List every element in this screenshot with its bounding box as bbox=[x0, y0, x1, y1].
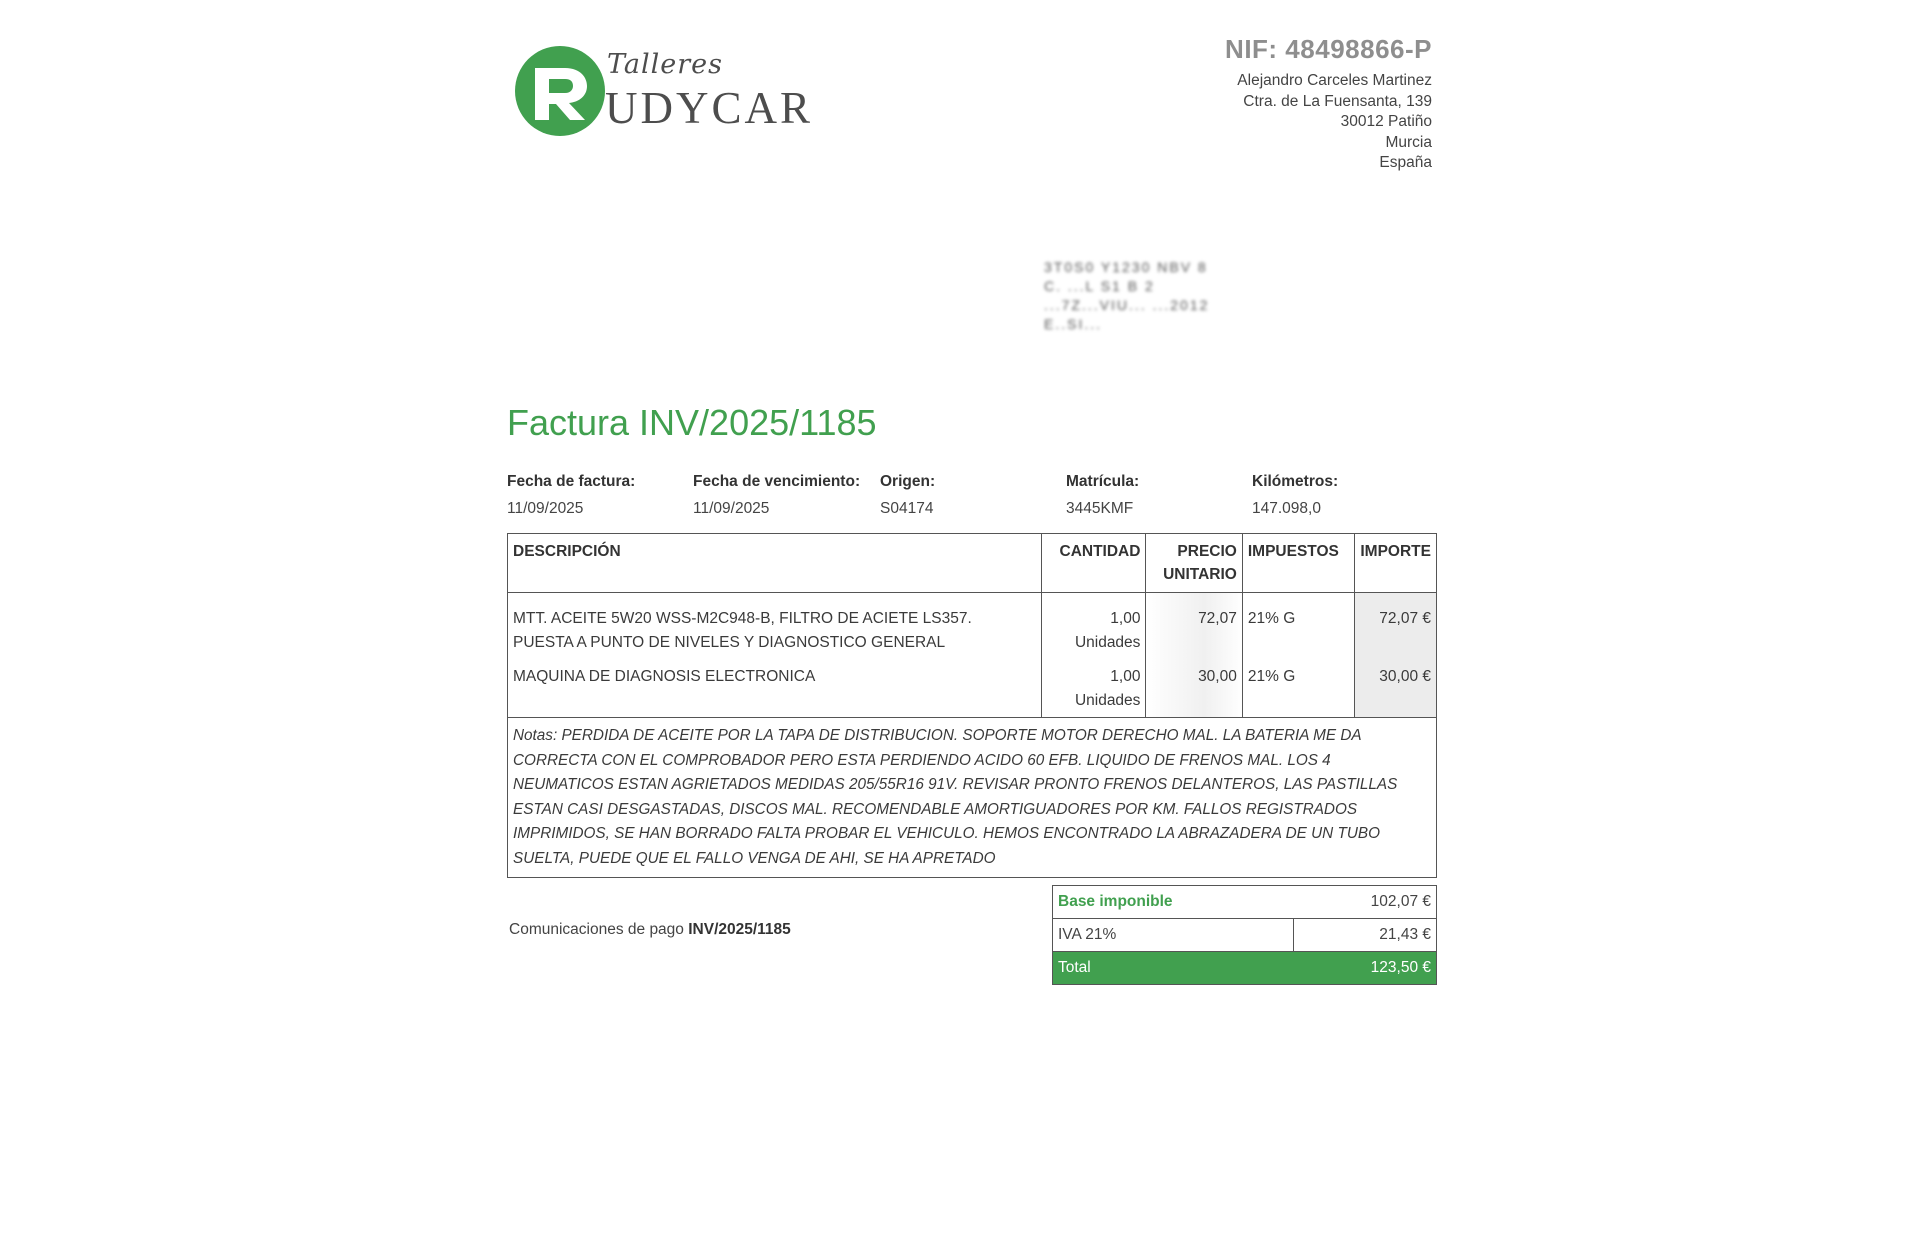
meta-label: Matrícula: bbox=[1066, 473, 1140, 490]
row-unit-price: 30,00 bbox=[1146, 661, 1242, 718]
header-quantity: CANTIDAD bbox=[1042, 534, 1146, 593]
header-unit-price bbox=[1146, 534, 1242, 593]
row-amount: 30,00 € bbox=[1355, 661, 1437, 718]
row-description bbox=[508, 593, 1042, 662]
row-description-line: MAQUINA DE DIAGNOSIS ELECTRONICA bbox=[513, 668, 816, 685]
row-amount: 72,07 € bbox=[1355, 593, 1437, 662]
notes-label: Notas: bbox=[513, 727, 558, 744]
meta-value: S04174 bbox=[880, 500, 934, 517]
row-unit-price: 72,07 bbox=[1146, 593, 1242, 662]
meta-value: 11/09/2025 bbox=[507, 500, 584, 517]
meta-kilometers bbox=[1252, 473, 1338, 518]
row-qty-value: 1,00 bbox=[1110, 668, 1141, 685]
row-description-line: MTT. ACEITE 5W20 WSS-M2C948-B, FILTRO DE ACIETE LS357. bbox=[513, 610, 972, 627]
customer-address-line: 3T0S0 Y1230 NBV 8 bbox=[1044, 259, 1208, 275]
header-taxes: IMPUESTOS bbox=[1242, 534, 1355, 593]
row-qty-unit: Unidades bbox=[1074, 692, 1141, 709]
header-description: DESCRIPCIÓN bbox=[508, 534, 1042, 593]
customer-address-line: ...7Z...VIU... ...2012 bbox=[1044, 297, 1210, 313]
meta-label: Fecha de vencimiento: bbox=[693, 473, 861, 490]
company-country: España bbox=[1379, 154, 1432, 171]
meta-plate bbox=[1066, 473, 1139, 518]
base-value: 102,07 € bbox=[1294, 886, 1437, 919]
payment-reference bbox=[509, 921, 791, 939]
meta-label: Fecha de factura: bbox=[507, 473, 636, 490]
company-logo bbox=[515, 44, 825, 144]
table-row bbox=[508, 593, 1437, 662]
base-label: Base imponible bbox=[1053, 886, 1294, 919]
payment-label: Comunicaciones de pago bbox=[509, 921, 684, 938]
row-quantity bbox=[1042, 593, 1146, 662]
meta-invoice-date bbox=[507, 473, 635, 518]
notes-text: PERDIDA DE ACEITE POR LA TAPA DE DISTRIBUCION. SOPORTE MOTOR DERECHO MAL. LA BATERIA ME DA CORRECTA CON EL COMPROBADOR PERO ESTA PERDIENDO ACIDO 60 EFB. LIQUIDO DE FRENOS MAL. LOS 4 NEUMATICOS ESTAN AGRIETADOS MEDIDAS 205/55R16 91V. REVISAR PRONTO FRENOS DELANTEROS, LAS PASTILLAS ESTAN CASI DESGASTADAS, DISCOS MAL. RECOMENDABLE AMORTIGUADORES POR KM. FALLOS REGISTRADOS IMPRIMIDOS, SE HAN BORRADO FALTA PROBAR EL VEHICULO. HEMOS ENCONTRADO LA ABRAZADERA DE UN TUBO SUELTA, PUEDE QUE EL FALLO VENGA DE AHI, SE HA APRETADO bbox=[513, 727, 1398, 867]
total-label: Total bbox=[1053, 952, 1294, 985]
header-amount: IMPORTE bbox=[1355, 534, 1437, 593]
logo-script-text: Talleres bbox=[607, 49, 723, 80]
header-price-line2: UNITARIO bbox=[1163, 566, 1237, 583]
logo-wordmark: UDYCAR bbox=[605, 83, 814, 133]
customer-address-line: C. ...L S1 B 2 bbox=[1044, 278, 1155, 294]
meta-origin bbox=[880, 473, 935, 518]
meta-label: Kilómetros: bbox=[1252, 473, 1339, 490]
row-qty-value: 1,00 bbox=[1110, 610, 1141, 627]
table-header-row bbox=[508, 534, 1437, 593]
company-city: 30012 Patiño bbox=[1340, 113, 1432, 130]
customer-address-redacted bbox=[1044, 258, 1244, 344]
totals-row-iva bbox=[1053, 919, 1437, 952]
row-description-line: PUESTA A PUNTO DE NIVELES Y DIAGNOSTICO GENERAL bbox=[513, 634, 946, 651]
row-tax: 21% G bbox=[1242, 661, 1355, 718]
table-row bbox=[508, 661, 1437, 718]
totals-row-total bbox=[1053, 952, 1437, 985]
invoice-title: Factura INV/2025/1185 bbox=[507, 402, 877, 443]
meta-value: 3445KMF bbox=[1066, 500, 1134, 517]
row-qty-unit: Unidades bbox=[1074, 634, 1141, 651]
row-description bbox=[508, 661, 1042, 718]
iva-label: IVA 21% bbox=[1053, 919, 1294, 952]
meta-due-date bbox=[693, 473, 860, 518]
logo-r-icon bbox=[515, 46, 605, 136]
header-price-line1: PRECIO bbox=[1177, 543, 1237, 560]
meta-label: Origen: bbox=[880, 473, 936, 490]
totals-table bbox=[1052, 885, 1437, 985]
company-nif: NIF: 48498866-P bbox=[1225, 34, 1432, 64]
total-value: 123,50 € bbox=[1294, 952, 1437, 985]
meta-value: 147.098,0 bbox=[1252, 500, 1321, 517]
company-info bbox=[1012, 34, 1432, 174]
totals-row-base bbox=[1053, 886, 1437, 919]
notes-row bbox=[508, 718, 1437, 878]
company-name: Alejandro Carceles Martinez bbox=[1237, 72, 1432, 89]
company-province: Murcia bbox=[1385, 133, 1432, 151]
line-items-table bbox=[507, 533, 1437, 878]
row-tax: 21% G bbox=[1242, 593, 1355, 662]
meta-value: 11/09/2025 bbox=[693, 500, 770, 517]
payment-ref: INV/2025/1185 bbox=[688, 921, 791, 938]
iva-value: 21,43 € bbox=[1294, 919, 1437, 952]
row-quantity bbox=[1042, 661, 1146, 718]
company-street: Ctra. de La Fuensanta, 139 bbox=[1243, 92, 1432, 110]
invoice-notes bbox=[508, 718, 1437, 878]
customer-address-line: E..SI... bbox=[1044, 316, 1103, 332]
